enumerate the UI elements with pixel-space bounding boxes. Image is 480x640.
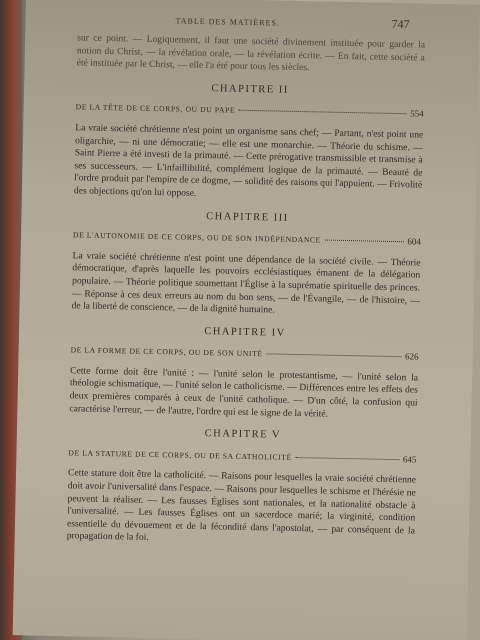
running-head-title: TABLE DES MATIÈRES. xyxy=(175,16,280,28)
page-number: 747 xyxy=(391,16,410,32)
chapter-heading: CHAPITRE II xyxy=(211,82,289,96)
chapter-2 xyxy=(74,80,424,205)
chapter-5 xyxy=(67,425,417,550)
chapter-entry xyxy=(68,446,416,467)
chapter-page: 554 xyxy=(410,108,424,119)
table-of-contents xyxy=(67,32,426,550)
dot-leader xyxy=(266,354,401,358)
chapter-summary: La vraie société chrétienne n'est point un organisme sans chef; — Partant, n'est point une oligarchie, — ni une démocratie; — elle est une monarchie. — Théorie du schisme. — Saint Pierre a été investi de la primauté. — Cette prérogative transmissible et transmise à ses successeurs. — L'infaillibilité, complément logique de la primauté. — Beauté de l'ordre produit par l'empire de ce dogme, — solidité des raisons qui l'appuient. — Frivolité des objections qu'on lui oppose. xyxy=(73,122,424,199)
chapter-heading: CHAPITRE V xyxy=(204,428,282,441)
chapter-page: 604 xyxy=(407,236,422,247)
dot-leader xyxy=(325,240,404,243)
chapter-page: 645 xyxy=(402,454,417,465)
chapter-entry xyxy=(73,228,421,249)
chapter-3 xyxy=(71,208,421,320)
dot-leader xyxy=(296,457,399,460)
dot-leader xyxy=(239,110,406,114)
chapter-page: 626 xyxy=(404,351,419,362)
chapter-4 xyxy=(69,323,419,423)
chapter-title: DE LA TÊTE DE CE CORPS, OU DU PAPE xyxy=(75,102,236,116)
chapter-summary: Cette forme doit être l'unité : — l'unité selon le protestantisme, — l'unité selon la théologie schismatique, — l'unité selon le catholicisme. — Différences entre les effets des deux premières comparés à ceux de l'unité catholique. — D'un côté, la confusion qui caractérise l'erreur, — de l'autre, l'ordre qui est le signe de la vérité. xyxy=(69,365,419,420)
chapter-summary: La vraie société chrétienne n'est point une dépendance de la société civile. — Théorie démocratique, d'après laquelle les pouvoirs ecclésiastiques émanent de la délégation populaire. — Théorie politique soumettant l'Église à la suprématie spirituelle des princes. — Réponse à ces deux erreurs au nom du bon sens, — de l'Évangile, — de l'histoire, — de la liberté de conscience, — de la dignité humaine. xyxy=(71,249,421,316)
chapter-title: DE L'AUTONOMIE DE CE CORPS, OU DE SON INDÉPENDANCE xyxy=(72,230,321,245)
chapter-entry xyxy=(70,344,418,365)
chapter-title: DE LA STATURE DE CE CORPS, OU DE SA CATHOLICITÉ xyxy=(68,448,292,462)
book-page xyxy=(13,0,480,640)
chapter-heading: CHAPITRE IV xyxy=(204,325,286,339)
chapter-heading: CHAPITRE III xyxy=(206,210,289,224)
running-head xyxy=(25,9,479,34)
chapter-title: DE LA FORME DE CE CORPS, OU DE SON UNITÉ xyxy=(70,345,263,359)
intro-paragraph: sur ce point. — Logiquement, il faut une société divinement instituée pour garder la notion du Christ, — la révélation orale, — la révélation écrite. — En fait, cette société a été instituée par le Christ, — elle l'a été pour tous les siècles. xyxy=(76,32,426,74)
chapter-entry xyxy=(76,101,424,122)
chapter-summary: Cette stature doit être la catholicité. — Raisons pour lesquelles la vraie société chrétienne doit avoir l'universalité dans l'espace. — Raisons pour lesquelles le schisme et l'hérésie ne peuvent la réaliser. — Les fausses Églises sont nationales, et la nationalité obstacle à l'universalité. — Les fausses Églises ont un sacerdoce marié; la virginité, condition essentielle du dévouement et de la fécondité dans l'apostolat, — par conséquent de la propagation de la foi. xyxy=(66,467,417,544)
